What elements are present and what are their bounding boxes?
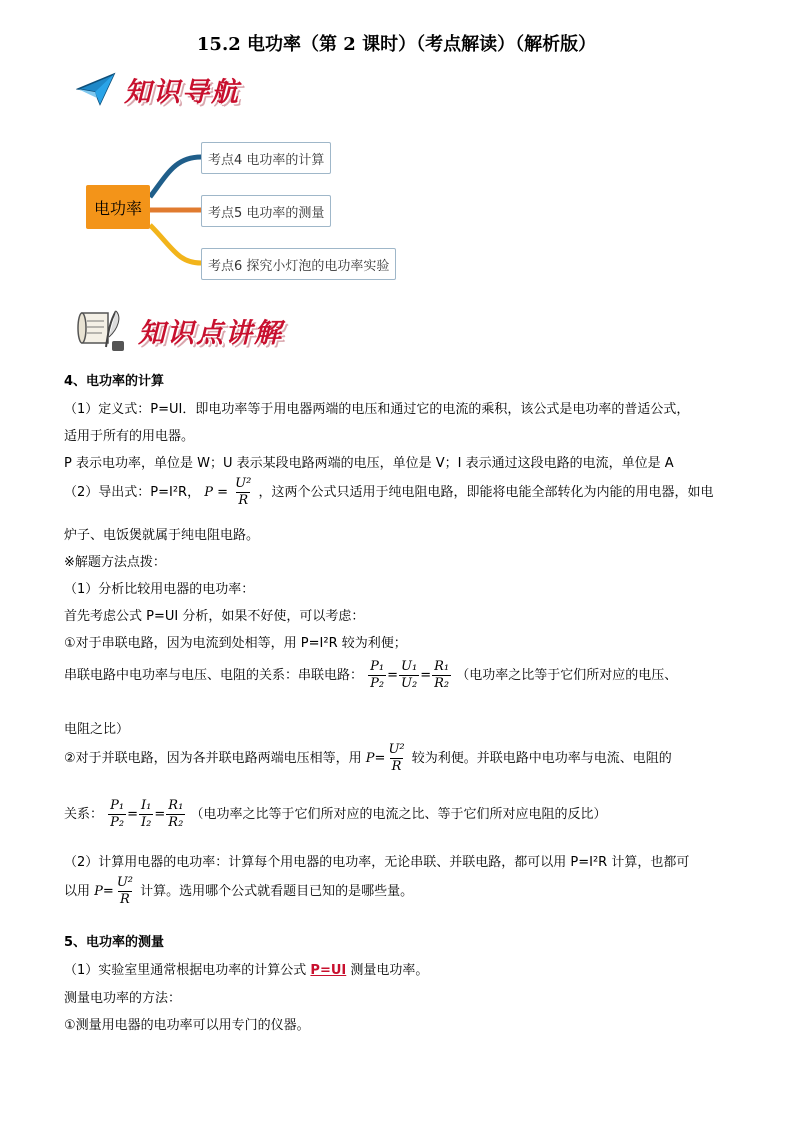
connector-4 <box>150 157 201 197</box>
text-segment: （1）实验室里通常根据电功率的计算公式 <box>64 963 307 978</box>
text-segment: 较为利便。并联电路中电功率与电流、电阻的 <box>411 751 672 766</box>
text-segment: （2）导出式：P=I²R， <box>64 485 201 500</box>
fraction <box>233 476 253 509</box>
fraction-denominator: R₂ <box>168 815 184 830</box>
text-line: P 表示电功率，单位是 W；U 表示某段电路两端的电压，单位是 V；I 表示通过这段电路的电流，单位是 A <box>64 456 674 471</box>
fraction <box>166 798 185 831</box>
text-segment: 计算。选用哪个公式就看题目已知的是哪些量。 <box>140 884 414 899</box>
text-line: （2）计算用电器的电功率：计算每个用电器的电功率，无论串联、并联电路，都可以用 P=I²R 计算，也都可 <box>64 855 690 870</box>
paper-plane-icon <box>76 71 116 107</box>
knowledge-points-banner <box>76 308 283 352</box>
math-symbol: = <box>154 807 166 822</box>
banner-title: 知识点讲解 <box>138 317 283 349</box>
fraction <box>386 742 406 775</box>
section-heading-5: 5、电功率的测量 <box>64 935 165 950</box>
text-line: 适用于所有的用电器。 <box>64 429 195 444</box>
fraction-denominator: P₂ <box>370 676 385 691</box>
fraction <box>115 875 135 908</box>
text-line: 首先考虑公式 P=UI 分析，如果不好使，可以考虑： <box>64 609 365 624</box>
formula-line <box>64 798 606 831</box>
text-segment: 串联电路中电功率与电压、电阻的关系：串联电路： <box>64 668 364 683</box>
text-line: ①对于串联电路，因为电流到处相等，用 P=I²R 较为利便； <box>64 636 407 651</box>
branch-topic-5: 考点5 电功率的测量 <box>201 195 331 227</box>
math-symbol: P <box>204 485 213 500</box>
fraction-numerator: R₁ <box>168 798 184 813</box>
math-symbol: = <box>387 668 399 683</box>
text-line: （1）分析比较用电器的电功率： <box>64 582 255 597</box>
fraction-numerator: I₁ <box>141 798 152 813</box>
knowledge-nav-banner <box>76 67 240 111</box>
formula-line <box>64 875 413 908</box>
text-segment: 关系： <box>64 807 104 822</box>
text-segment: 测量电功率。 <box>350 963 429 978</box>
math-symbol: P <box>94 884 103 899</box>
fraction-numerator: P₁ <box>370 659 385 674</box>
fraction-numerator: U² <box>388 742 405 757</box>
text-segment: 以用 <box>64 884 91 899</box>
math-symbol: = <box>217 485 229 500</box>
fraction <box>139 798 153 831</box>
text-segment: （电功率之比等于它们所对应的电压、 <box>456 668 678 683</box>
text-line: 测量电功率的方法： <box>64 991 182 1006</box>
math-symbol: P <box>365 751 375 766</box>
text-line: ※解题方法点拨： <box>64 555 166 570</box>
text-line: 电阻之比） <box>64 722 130 737</box>
text-segment: （电功率之比等于它们所对应的电流之比、等于它们所对应电阻的反比） <box>190 807 607 822</box>
math-symbol: = <box>127 807 139 822</box>
fraction-denominator: R <box>238 493 249 508</box>
formula-line <box>64 959 428 978</box>
formula-line <box>64 476 714 509</box>
banner-title: 知识导航 <box>124 76 240 108</box>
page-title: 15.2 电功率（第 2 课时）（考点解读）（解析版） <box>196 34 597 55</box>
fraction <box>108 798 126 831</box>
fraction-numerator: U₁ <box>401 659 418 674</box>
mind-map <box>80 135 420 285</box>
text-line: （1）定义式：P=UI．即电功率等于用电器两端的电压和通过它的电流的乘积，该公式是电功率的普适公式， <box>64 402 690 417</box>
fraction-denominator: P₂ <box>110 815 125 830</box>
mind-map-center: 电功率 <box>86 185 150 229</box>
fraction-denominator: U₂ <box>401 676 418 691</box>
fraction-numerator: P₁ <box>110 798 125 813</box>
fraction-numerator: R₁ <box>434 659 450 674</box>
math-symbol: = <box>374 751 386 766</box>
scroll-quill-icon <box>76 307 128 353</box>
fraction <box>399 659 419 692</box>
fraction <box>432 659 451 692</box>
fraction-denominator: I₂ <box>141 815 152 830</box>
fraction-denominator: R₂ <box>434 676 450 691</box>
section-heading-4: 4、电功率的计算 <box>64 374 165 389</box>
connector-6 <box>150 225 201 263</box>
highlighted-formula: P=UI <box>310 963 347 978</box>
branch-topic-4: 考点4 电功率的计算 <box>201 142 331 174</box>
math-symbol: = <box>102 884 114 899</box>
fraction-denominator: R <box>391 759 402 774</box>
formula-line <box>64 659 677 692</box>
text-segment: ，这两个公式只适用于纯电阻电路，即能将电能全部转化为内能的用电器，如电 <box>258 485 714 500</box>
fraction-numerator: U² <box>235 476 252 491</box>
text-line: ①测量用电器的电功率可以用专门的仪器。 <box>64 1018 310 1033</box>
text-line: 炉子、电饭煲就属于纯电阻电路。 <box>64 528 260 543</box>
branch-topic-6: 考点6 探究小灯泡的电功率实验 <box>201 248 396 280</box>
fraction-denominator: R <box>120 892 130 907</box>
fraction <box>368 659 386 692</box>
text-segment: ②对于并联电路，因为各并联电路两端电压相等，用 <box>64 751 362 766</box>
formula-line <box>64 742 672 775</box>
fraction-numerator: U² <box>116 875 133 890</box>
math-symbol: = <box>420 668 432 683</box>
